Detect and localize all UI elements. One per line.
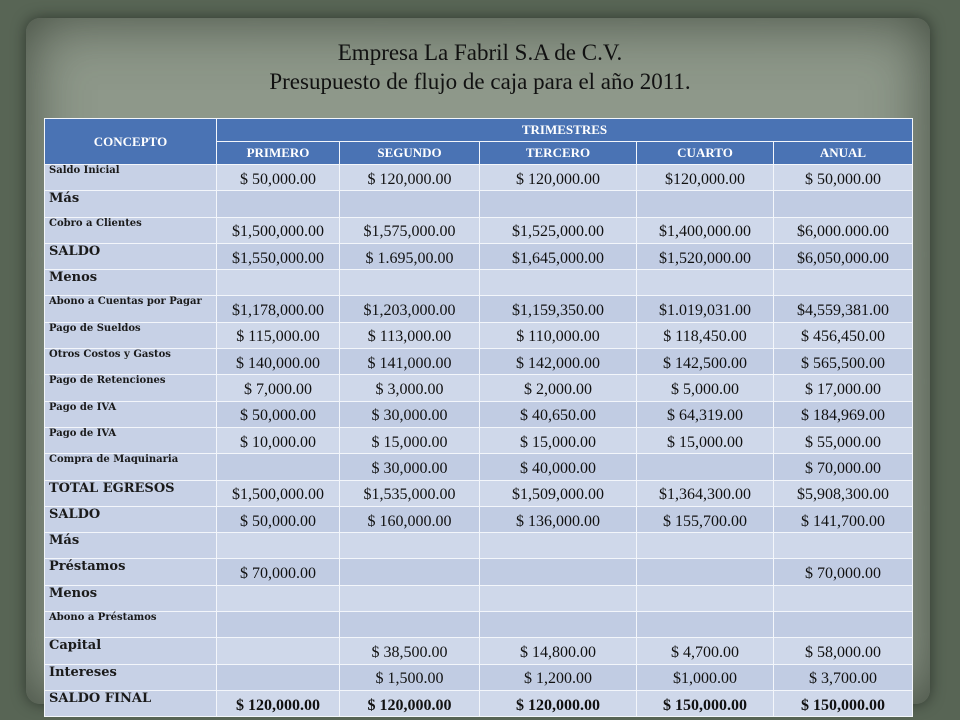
table-cell: $ 55,000.00 (774, 427, 913, 453)
col-header-primero: PRIMERO (217, 142, 340, 165)
table-cell: $ 30,000.00 (340, 401, 480, 427)
table-cell (340, 585, 480, 611)
table-cell (217, 638, 340, 664)
cash-flow-table (44, 118, 913, 717)
table-cell: $ 141,700.00 (774, 506, 913, 532)
table-row (45, 559, 913, 585)
table-cell: $1,525,000.00 (480, 217, 637, 243)
table-cell (774, 612, 913, 638)
table-cell: $ 113,000.00 (340, 322, 480, 348)
table-cell: $ 118,450.00 (637, 322, 774, 348)
table-cell (217, 585, 340, 611)
table-cell: $5,908,300.00 (774, 480, 913, 506)
row-label: TOTAL EGRESOS (45, 480, 217, 506)
table-row (45, 664, 913, 690)
table-cell (340, 270, 480, 296)
page-title (0, 38, 960, 96)
table-cell: $ 7,000.00 (217, 375, 340, 401)
table-cell: $6,000.000.00 (774, 217, 913, 243)
col-header-tercero: TERCERO (480, 142, 637, 165)
row-label: Intereses (45, 664, 217, 690)
table-cell (637, 612, 774, 638)
table-cell (217, 533, 340, 559)
table-cell (217, 270, 340, 296)
table-row (45, 322, 913, 348)
table-row (45, 427, 913, 453)
table-row (45, 638, 913, 664)
table-cell (217, 191, 340, 217)
table-cell: $1.019,031.00 (637, 296, 774, 322)
table-cell: $ 1,200.00 (480, 664, 637, 690)
table-cell: $1,178,000.00 (217, 296, 340, 322)
table-cell (774, 533, 913, 559)
row-label: Pago de Sueldos (45, 322, 217, 348)
title-line-1: Empresa La Fabril S.A de C.V. (337, 40, 623, 65)
table-cell: $ 155,700.00 (637, 506, 774, 532)
table-cell: $120,000.00 (637, 165, 774, 191)
table-row (45, 480, 913, 506)
table-cell (340, 533, 480, 559)
row-label: Abono a Cuentas por Pagar (45, 296, 217, 322)
row-label: Pago de Retenciones (45, 375, 217, 401)
table-cell: $ 50,000.00 (217, 401, 340, 427)
table-cell: $ 15,000.00 (480, 427, 637, 453)
table-cell: $1,535,000.00 (340, 480, 480, 506)
table-cell: $ 17,000.00 (774, 375, 913, 401)
row-label: Menos (45, 270, 217, 296)
table-row (45, 612, 913, 638)
table-cell: $6,050,000.00 (774, 243, 913, 269)
row-label: SALDO (45, 243, 217, 269)
table-cell: $ 3,000.00 (340, 375, 480, 401)
row-label: Más (45, 533, 217, 559)
table-row (45, 690, 913, 716)
table-cell: $ 5,000.00 (637, 375, 774, 401)
table-cell: $ 1,500.00 (340, 664, 480, 690)
table-row (45, 375, 913, 401)
table-cell: $ 184,969.00 (774, 401, 913, 427)
table-cell: $ 115,000.00 (217, 322, 340, 348)
table-cell: $ 565,500.00 (774, 349, 913, 375)
table-cell (480, 533, 637, 559)
table-cell: $ 110,000.00 (480, 322, 637, 348)
table-cell: $1,500,000.00 (217, 217, 340, 243)
row-label: Pago de IVA (45, 427, 217, 453)
table-cell: $1,520,000.00 (637, 243, 774, 269)
table-cell: $ 70,000.00 (774, 454, 913, 480)
table-row (45, 243, 913, 269)
table-body (45, 165, 913, 717)
table-cell: $ 142,000.00 (480, 349, 637, 375)
table-cell: $ 456,450.00 (774, 322, 913, 348)
row-label: SALDO (45, 506, 217, 532)
table-row (45, 349, 913, 375)
table-cell: $ 142,500.00 (637, 349, 774, 375)
table-cell (774, 270, 913, 296)
table-cell: $ 2,000.00 (480, 375, 637, 401)
table-row (45, 506, 913, 532)
table-cell: $ 120,000.00 (340, 690, 480, 716)
table-cell: $ 58,000.00 (774, 638, 913, 664)
table-cell: $ 120,000.00 (217, 690, 340, 716)
table-cell (480, 559, 637, 585)
table-cell: $ 70,000.00 (774, 559, 913, 585)
row-label: Capital (45, 638, 217, 664)
col-header-segundo: SEGUNDO (340, 142, 480, 165)
table-cell: $ 140,000.00 (217, 349, 340, 375)
row-label: SALDO FINAL (45, 690, 217, 716)
table-cell (637, 270, 774, 296)
table-cell: $ 4,700.00 (637, 638, 774, 664)
table-cell: $ 30,000.00 (340, 454, 480, 480)
row-label: Abono a Préstamos (45, 612, 217, 638)
table-cell: $1,000.00 (637, 664, 774, 690)
table-row (45, 296, 913, 322)
table-cell: $ 14,800.00 (480, 638, 637, 664)
table-cell: $1,400,000.00 (637, 217, 774, 243)
table-row (45, 270, 913, 296)
table-cell: $ 50,000.00 (217, 506, 340, 532)
table-cell: $1,364,300.00 (637, 480, 774, 506)
col-header-anual: ANUAL (774, 142, 913, 165)
table-cell: $ 141,000.00 (340, 349, 480, 375)
table-cell (217, 612, 340, 638)
table-cell: $1,159,350.00 (480, 296, 637, 322)
quarters-header: TRIMESTRES (217, 119, 913, 142)
table-cell (774, 585, 913, 611)
table-cell (217, 664, 340, 690)
table-cell (340, 559, 480, 585)
row-label: Saldo Inicial (45, 165, 217, 191)
table-cell: $4,559,381.00 (774, 296, 913, 322)
table-row (45, 191, 913, 217)
table-cell: $1,203,000.00 (340, 296, 480, 322)
table-row (45, 533, 913, 559)
table-cell: $ 136,000.00 (480, 506, 637, 532)
table-cell (637, 454, 774, 480)
table-cell: $1,500,000.00 (217, 480, 340, 506)
table-row (45, 585, 913, 611)
table-cell (637, 559, 774, 585)
table-cell: $ 120,000.00 (340, 165, 480, 191)
table-cell (480, 270, 637, 296)
table-cell: $1,550,000.00 (217, 243, 340, 269)
table-cell: $ 50,000.00 (774, 165, 913, 191)
table-cell: $ 15,000.00 (637, 427, 774, 453)
table-cell: $ 38,500.00 (340, 638, 480, 664)
table-cell: $ 64,319.00 (637, 401, 774, 427)
table-cell: $ 1.695,00.00 (340, 243, 480, 269)
table-cell: $ 10,000.00 (217, 427, 340, 453)
table-cell (480, 191, 637, 217)
table-cell: $ 15,000.00 (340, 427, 480, 453)
table-cell: $ 120,000.00 (480, 165, 637, 191)
table-row (45, 217, 913, 243)
table-cell: $ 40,000.00 (480, 454, 637, 480)
table-cell (637, 533, 774, 559)
row-label: Préstamos (45, 559, 217, 585)
table-cell (480, 585, 637, 611)
table-cell: $ 120,000.00 (480, 690, 637, 716)
table-cell (340, 191, 480, 217)
table-row (45, 165, 913, 191)
table-cell (340, 612, 480, 638)
table-cell: $ 3,700.00 (774, 664, 913, 690)
row-label: Más (45, 191, 217, 217)
table-cell: $ 50,000.00 (217, 165, 340, 191)
row-label: Cobro a Clientes (45, 217, 217, 243)
table-cell (774, 191, 913, 217)
table-cell: $1,645,000.00 (480, 243, 637, 269)
row-label: Otros Costos y Gastos (45, 349, 217, 375)
row-label: Menos (45, 585, 217, 611)
table-cell (637, 191, 774, 217)
table-cell (217, 454, 340, 480)
table-row (45, 401, 913, 427)
table-cell: $ 150,000.00 (774, 690, 913, 716)
table-cell: $1,575,000.00 (340, 217, 480, 243)
table-cell: $1,509,000.00 (480, 480, 637, 506)
concept-header: CONCEPTO (45, 119, 217, 165)
table-cell: $ 150,000.00 (637, 690, 774, 716)
table-cell: $ 160,000.00 (340, 506, 480, 532)
table-cell: $ 40,650.00 (480, 401, 637, 427)
table-row (45, 454, 913, 480)
table-cell (637, 585, 774, 611)
table-cell: $ 70,000.00 (217, 559, 340, 585)
col-header-cuarto: CUARTO (637, 142, 774, 165)
row-label: Pago de IVA (45, 401, 217, 427)
title-line-2: Presupuesto de flujo de caja para el año 2011. (269, 69, 691, 94)
table-cell (480, 612, 637, 638)
row-label: Compra de Maquinaria (45, 454, 217, 480)
